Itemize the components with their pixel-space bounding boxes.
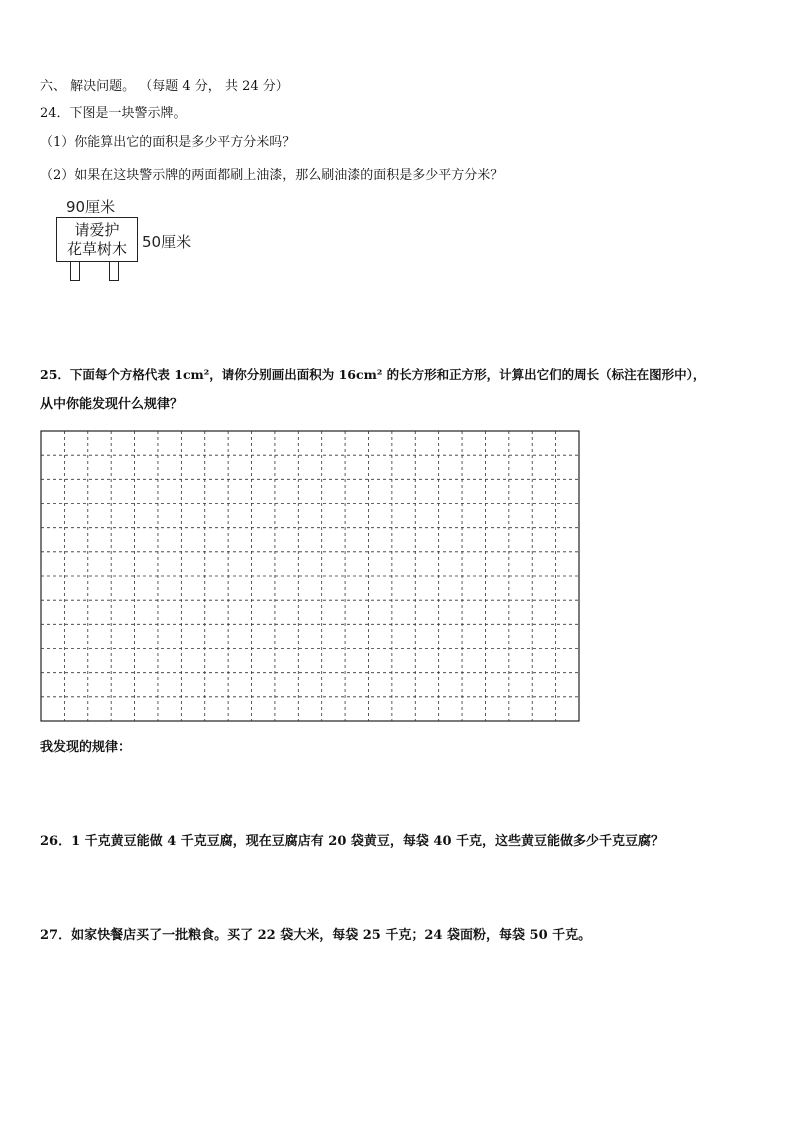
warning-sign-board	[56, 217, 138, 262]
sign-text-line-2: 花草树木	[66, 240, 127, 258]
question-27: 27．如家快餐店买了一批粮食。买了 22 袋大米，每袋 25 千克；24 袋面粉，每袋 50 千克。	[40, 928, 592, 943]
question-25-line-2: 从中你能发现什么规律？	[40, 397, 184, 412]
square-grid	[40, 430, 580, 722]
section-heading: 六、 解决问题。 （每题 4 分， 共 24 分）	[40, 79, 289, 94]
sign-height-label: 50厘米	[142, 233, 192, 251]
sign-post-right	[109, 262, 119, 281]
answer-label: 我发现的规律：	[40, 740, 132, 755]
question-24-stem: 24．下图是一块警示牌。	[40, 106, 187, 121]
question-24-part-1: （1）你能算出它的面积是多少平方分米吗？	[40, 135, 296, 150]
question-24-part-2: （2）如果在这块警示牌的两面都刷上油漆，那么刷油漆的面积是多少平方分米？	[40, 168, 504, 183]
sign-text-line-1: 请爱护	[74, 221, 120, 239]
question-25-line-1: 25．下面每个方格代表 1cm²，请你分别画出面积为 16cm² 的长方形和正方形，计算出它们的周长（标注在图形中），	[40, 367, 706, 382]
sign-post-left	[70, 262, 80, 281]
sign-width-label: 90厘米	[66, 198, 116, 216]
question-26: 26．1 千克黄豆能做 4 千克豆腐，现在豆腐店有 20 袋黄豆，每袋 40 千克，这些黄豆能做多少千克豆腐？	[40, 834, 665, 849]
